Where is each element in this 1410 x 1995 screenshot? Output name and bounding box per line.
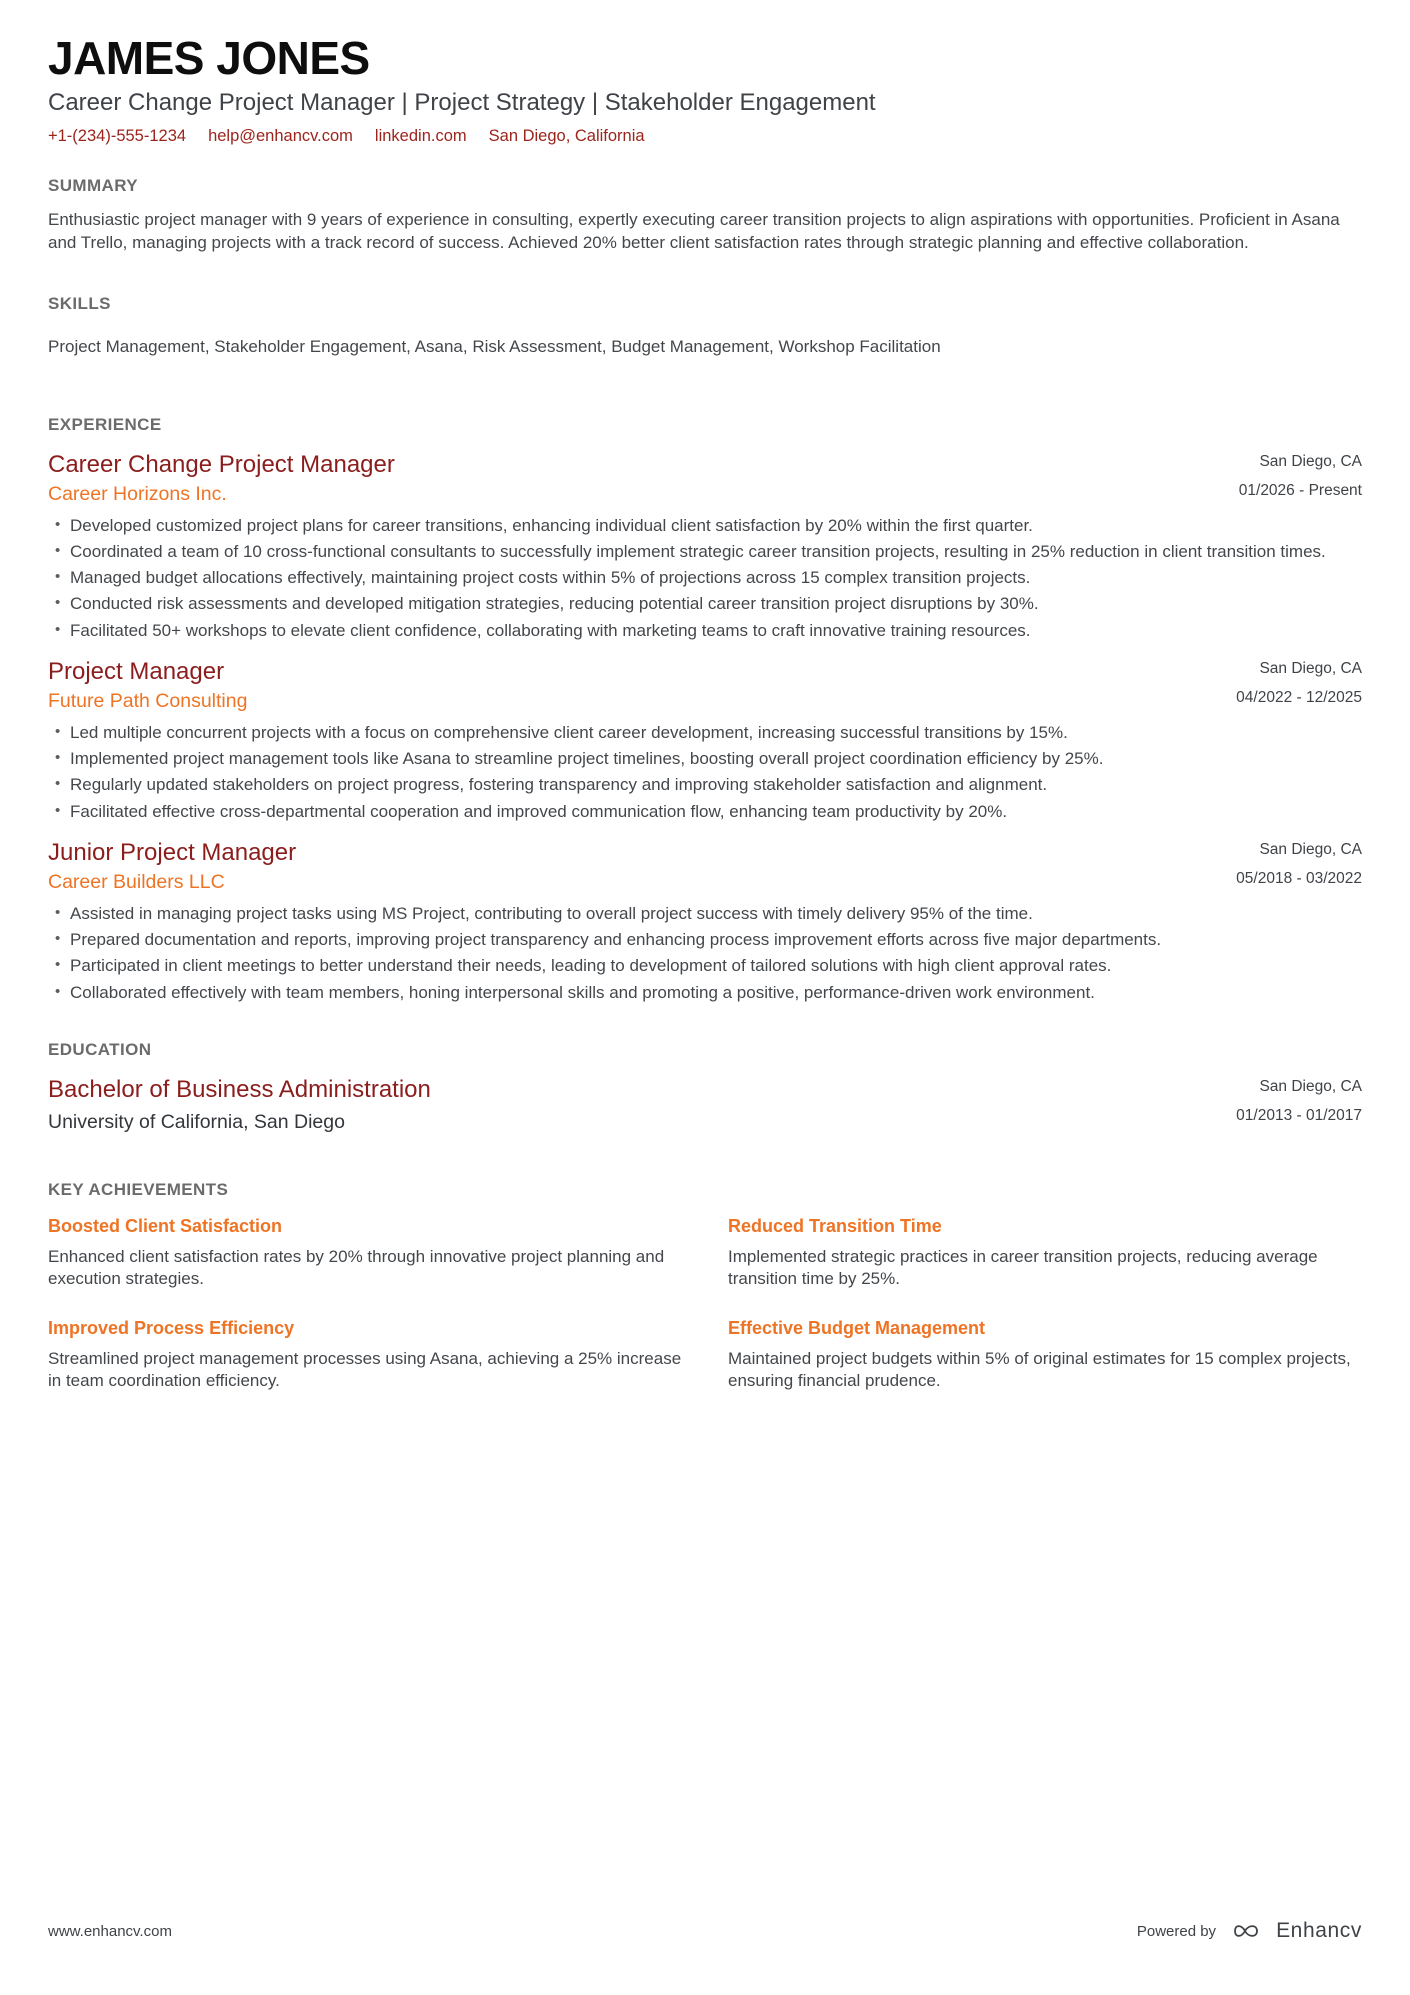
bullet-item: • Facilitated effective cross-departmental cooperation and improved communication flow, enhancing team productivity by 20%. <box>48 801 1362 823</box>
achievement-item <box>48 1318 682 1392</box>
education-location: San Diego, CA <box>1259 1077 1362 1095</box>
bullet-item: • Regularly updated stakeholders on project progress, fostering transparency and improving stakeholder satisfaction and alignment. <box>48 774 1362 796</box>
education-degree: Bachelor of Business Administration <box>48 1075 431 1103</box>
achievement-title: Effective Budget Management <box>728 1317 986 1338</box>
bullet-item: • Managed budget allocations effectively, maintaining project costs within 5% of projections across 15 complex transition projects. <box>48 567 1362 589</box>
job-title-block <box>48 658 247 714</box>
job-title-block <box>48 451 395 507</box>
bullet-item: • Led multiple concurrent projects with a focus on comprehensive client career development, increasing successful transitions by 15%. <box>48 722 1362 744</box>
job-dates: 01/2026 - Present <box>1238 481 1362 499</box>
enhancv-logo-icon <box>1228 1919 1264 1943</box>
achievements-heading: KEY ACHIEVEMENTS <box>48 1179 229 1199</box>
job-company: Future Path Consulting <box>48 690 248 713</box>
achievements-section <box>48 1180 1362 1392</box>
bullet-item: • Coordinated a team of 10 cross-functional consultants to successfully implement strategic career transition projects, resulting in 25% reduction in client transition times. <box>48 541 1362 563</box>
job-title-block <box>48 839 296 895</box>
powered-by-label: Powered by <box>1136 1922 1217 1940</box>
job-meta <box>1236 658 1362 707</box>
achievements-grid <box>48 1216 1362 1392</box>
skills-section <box>48 294 1362 358</box>
enhancv-website-link[interactable]: www.enhancv.com <box>48 1922 172 1940</box>
bullet-item: • Prepared documentation and reports, improving project transparency and enhancing process improvement efforts across five major departments. <box>48 929 1362 951</box>
bullet-item: • Collaborated effectively with team members, honing interpersonal skills and promoting a positive, performance-driven work environment. <box>48 982 1362 1004</box>
bullet-item: • Facilitated 50+ workshops to elevate client confidence, collaborating with marketing teams to craft innovative training resources. <box>48 620 1362 642</box>
education-meta <box>1236 1076 1362 1125</box>
job-dates: 04/2022 - 12/2025 <box>1236 688 1362 706</box>
achievement-title: Boosted Client Satisfaction <box>48 1215 283 1236</box>
job-location: San Diego, CA <box>1259 452 1362 470</box>
job-entry <box>48 658 1362 823</box>
bullet-item: • Participated in client meetings to better understand their needs, leading to development of tailored solutions with high client approval rates. <box>48 955 1362 977</box>
job-entry <box>48 451 1362 642</box>
bullet-item: • Assisted in managing project tasks using MS Project, contributing to overall project success with timely delivery 95% of the time. <box>48 903 1362 925</box>
contact-location: San Diego, California <box>488 127 645 146</box>
job-dates: 05/2018 - 03/2022 <box>1236 869 1362 887</box>
page-footer <box>48 1919 1362 1943</box>
education-title-block <box>48 1076 431 1134</box>
education-heading: EDUCATION <box>48 1039 152 1059</box>
achievement-text: Maintained project budgets within 5% of original estimates for 15 complex projects, ensuring financial prudence. <box>728 1348 1351 1390</box>
candidate-name: JAMES JONES <box>48 32 370 84</box>
job-title: Junior Project Manager <box>48 838 297 866</box>
education-school: University of California, San Diego <box>48 1110 345 1133</box>
contact-email-link[interactable]: help@enhancv.com <box>208 127 353 146</box>
job-company: Career Builders LLC <box>48 871 225 894</box>
skills-heading: SKILLS <box>48 294 111 314</box>
achievement-item <box>728 1216 1362 1290</box>
job-header <box>48 451 1362 507</box>
achievement-text: Implemented strategic practices in career transition projects, reducing average transition time by 25%. <box>728 1246 1318 1288</box>
summary-section <box>48 176 1362 254</box>
contact-row <box>48 127 1362 146</box>
achievement-text: Streamlined project management processes using Asana, achieving a 25% increase in team coordination efficiency. <box>48 1348 682 1390</box>
achievement-title: Improved Process Efficiency <box>48 1317 295 1338</box>
candidate-headline: Career Change Project Manager | Project Strategy | Stakeholder Engagement <box>48 89 876 117</box>
skills-text: Project Management, Stakeholder Engagement, Asana, Risk Assessment, Budget Management, Workshop Facilitation <box>48 337 941 357</box>
job-header <box>48 658 1362 714</box>
job-entry <box>48 839 1362 1004</box>
job-bullets <box>48 515 1362 641</box>
job-location: San Diego, CA <box>1259 840 1362 858</box>
contact-linkedin-link[interactable]: linkedin.com <box>374 127 467 146</box>
job-company: Career Horizons Inc. <box>48 483 227 506</box>
job-meta <box>1236 839 1362 888</box>
experience-heading: EXPERIENCE <box>48 414 162 434</box>
powered-by-enhancv[interactable] <box>1137 1919 1362 1943</box>
summary-heading: SUMMARY <box>48 176 138 196</box>
job-location: San Diego, CA <box>1259 659 1362 677</box>
experience-section <box>48 415 1362 1004</box>
job-bullets <box>48 722 1362 822</box>
enhancv-brand-name: Enhancv <box>1276 1919 1362 1942</box>
education-dates: 01/2013 - 01/2017 <box>1236 1106 1362 1124</box>
education-section <box>48 1040 1362 1134</box>
bullet-item: • Conducted risk assessments and developed mitigation strategies, reducing potential career transition project disruptions by 30%. <box>48 593 1362 615</box>
job-header <box>48 839 1362 895</box>
job-title: Project Manager <box>48 657 225 685</box>
achievement-item <box>48 1216 682 1290</box>
resume-header <box>48 34 1362 146</box>
bullet-item: • Developed customized project plans for career transitions, enhancing individual client satisfaction by 20% within the first quarter. <box>48 515 1362 537</box>
education-entry <box>48 1076 1362 1134</box>
contact-phone: +1-(234)-555-1234 <box>48 127 187 146</box>
bullet-item: • Implemented project management tools like Asana to streamline project timelines, boosting overall project coordination efficiency by 25%. <box>48 748 1362 770</box>
job-title: Career Change Project Manager <box>48 450 395 478</box>
job-bullets <box>48 903 1362 1003</box>
achievement-item <box>728 1318 1362 1392</box>
summary-text: Enthusiastic project manager with 9 years of experience in consulting, expertly executing career transition projects to align aspirations with opportunities. Proficient in Asana and Trello, managing projects with a track record of success. Achieved 20% better client satisfaction rates through strategic planning and effective collaboration. <box>48 210 1340 252</box>
job-meta <box>1239 451 1362 500</box>
achievement-title: Reduced Transition Time <box>728 1215 942 1236</box>
achievement-text: Enhanced client satisfaction rates by 20% through innovative project planning and execution strategies. <box>48 1246 665 1288</box>
